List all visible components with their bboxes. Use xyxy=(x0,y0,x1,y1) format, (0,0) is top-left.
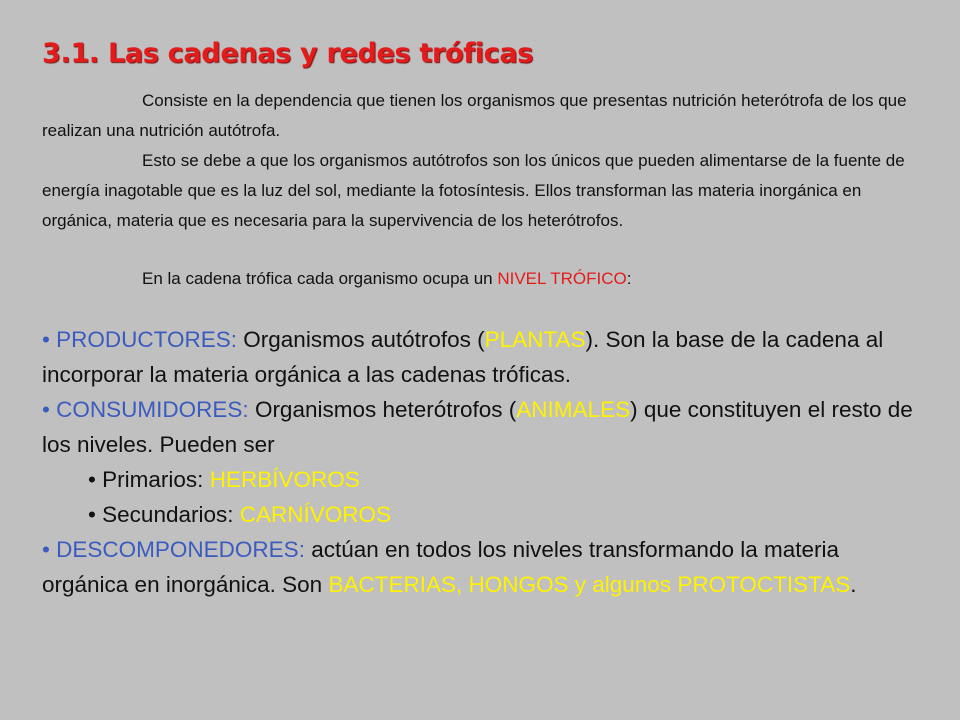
nivel-trofico-highlight: NIVEL TRÓFICO xyxy=(497,269,627,288)
bullet-icon: • xyxy=(88,502,96,527)
consumidores-text-a: Organismos heterótrofos ( xyxy=(254,397,517,422)
intro-paragraph-1-text: Consiste en la dependencia que tienen los organismos que presentas nutrición heterótrofa de los que realizan una nutrición autótrofa. xyxy=(42,91,907,140)
primarios-label: Primarios: xyxy=(102,467,204,492)
secundarios-highlight: CARNÍVOROS xyxy=(239,502,392,527)
productores-text-a: Organismos autótrofos ( xyxy=(243,327,485,352)
bullet-icon: • xyxy=(42,397,50,422)
list-item-primarios xyxy=(42,462,922,497)
intro-paragraph-3-after: : xyxy=(626,269,632,288)
list-item-productores xyxy=(42,322,922,392)
descomponedores-text-a: actúan en todos los niveles transformando la materia orgánica en inorgánica. Son xyxy=(42,537,840,597)
consumidores-highlight: ANIMALES xyxy=(516,397,631,422)
bullet-icon: • xyxy=(42,537,50,562)
descomponedores-label: DESCOMPONEDORES: xyxy=(56,537,305,562)
intro-paragraph-1 xyxy=(42,86,922,146)
intro-paragraph-3 xyxy=(42,264,922,294)
list-item-consumidores xyxy=(42,392,922,462)
productores-text-b: ). Son la base de la cadena al incorporar la materia orgánica a las cadenas tróficas. xyxy=(42,327,884,387)
descomponedores-highlight: BACTERIAS, HONGOS y algunos PROTOCTISTAS xyxy=(328,572,851,597)
bullet-icon: • xyxy=(88,467,96,492)
intro-paragraph-3-before: En la cadena trófica cada organismo ocupa un xyxy=(142,269,498,288)
productores-label: PRODUCTORES: xyxy=(56,327,238,352)
secundarios-label: Secundarios: xyxy=(102,502,234,527)
productores-highlight: PLANTAS xyxy=(484,327,586,352)
slide-title: 3.1. Las cadenas y redes tróficas xyxy=(42,38,534,69)
intro-text xyxy=(42,86,922,294)
list-item-descomponedores xyxy=(42,532,922,602)
intro-paragraph-2 xyxy=(42,146,922,236)
consumidores-text-b: ) que constituyen el resto de los niveles. Pueden ser xyxy=(42,397,913,457)
list-item-secundarios xyxy=(42,497,922,532)
intro-paragraph-2-text: Esto se debe a que los organismos autótrofos son los únicos que pueden alimentarse de la fuente de energía inagotable que es la luz del sol, mediante la fotosíntesis. Ellos transforman las materia inorgánica en orgánica, materia que es necesaria para la supervivencia de los heterótrofos. xyxy=(42,151,905,230)
consumidores-label: CONSUMIDORES: xyxy=(56,397,249,422)
trophic-level-list xyxy=(42,322,922,602)
bullet-icon: • xyxy=(42,327,50,352)
primarios-highlight: HERBÍVOROS xyxy=(209,467,360,492)
descomponedores-text-b: . xyxy=(850,572,857,597)
